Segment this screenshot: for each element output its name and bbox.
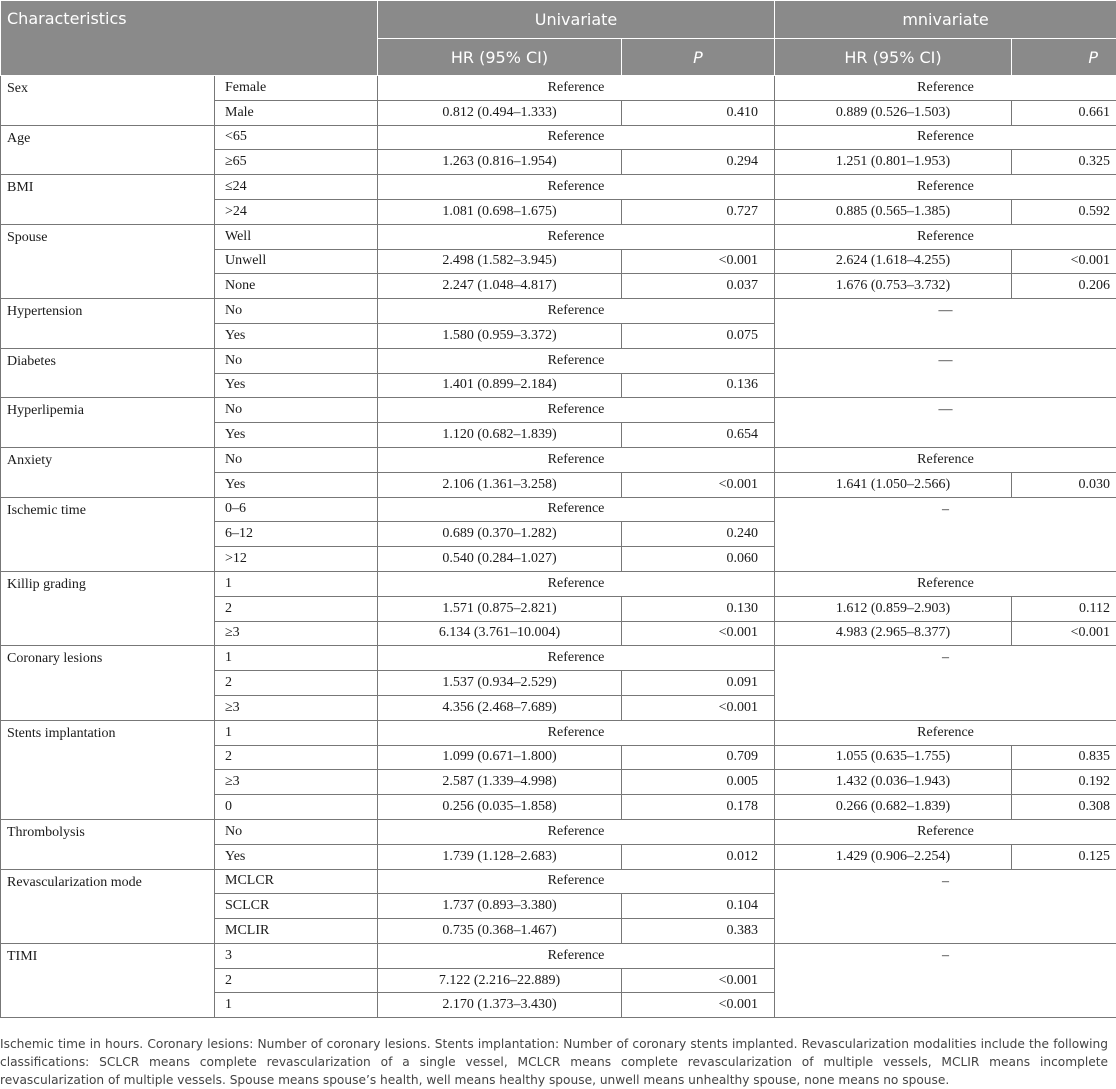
multi-hr-header: HR (95% CI)	[775, 39, 1012, 76]
level-label: SCLCR	[215, 894, 378, 919]
multi-p-value: 0.592	[1012, 199, 1116, 224]
uni-hr-value: 1.571 (0.875–2.821)	[378, 596, 622, 621]
uni-p-value: <0.001	[622, 249, 775, 274]
multi-not-included: –	[775, 943, 1116, 1017]
uni-p-value: <0.001	[622, 472, 775, 497]
table-row	[1, 348, 1116, 373]
uni-p-value: 0.383	[622, 919, 775, 944]
level-label: 3	[215, 943, 378, 968]
multi-p-value: <0.001	[1012, 249, 1116, 274]
table-header	[1, 1, 1116, 76]
uni-hr-value: 6.134 (3.761–10.004)	[378, 621, 622, 646]
level-label: ≥65	[215, 150, 378, 175]
multi-not-included: —	[775, 299, 1116, 349]
table-row	[1, 398, 1116, 423]
uni-reference: Reference	[378, 943, 775, 968]
variable-name: Ischemic time	[1, 497, 215, 571]
level-label: No	[215, 398, 378, 423]
multi-p-value: 0.308	[1012, 795, 1116, 820]
uni-hr-header: HR (95% CI)	[378, 39, 622, 76]
multi-hr-value: 0.885 (0.565–1.385)	[775, 199, 1012, 224]
table-row	[1, 869, 1116, 894]
level-label: Female	[215, 76, 378, 101]
table-footnote: Ischemic time in hours. Coronary lesions: Number of coronary lesions. Stents implantation: Number of coronary stents implanted. Revascularization modalities include the following classifications: SCLCR means complete revascularization of a single vessel, MCLCR means complete revascularization of multiple vessels, MCLIR means incomplete revascularization of multiple vessels. Spouse means spouse’s health, well means healthy spouse, unwell means unhealthy spouse, none means no spouse.	[0, 1037, 1108, 1087]
variable-name: Diabetes	[1, 348, 215, 398]
level-label: ≥3	[215, 621, 378, 646]
uni-p-value: 0.727	[622, 199, 775, 224]
multi-hr-value: 1.676 (0.753–3.732)	[775, 274, 1012, 299]
uni-p-value: 0.005	[622, 770, 775, 795]
level-label: 1	[215, 571, 378, 596]
multi-hr-value: 4.983 (2.965–8.377)	[775, 621, 1012, 646]
uni-p-header: P	[622, 39, 775, 76]
variable-name: TIMI	[1, 943, 215, 1017]
variable-name: Spouse	[1, 224, 215, 298]
table-row	[1, 646, 1116, 671]
uni-p-value: 0.130	[622, 596, 775, 621]
level-label: 1	[215, 720, 378, 745]
uni-p-value: 0.075	[622, 323, 775, 348]
multi-p-value: 0.206	[1012, 274, 1116, 299]
level-label: Well	[215, 224, 378, 249]
level-label: Male	[215, 100, 378, 125]
uni-hr-value: 1.081 (0.698–1.675)	[378, 199, 622, 224]
multi-p-value: 0.125	[1012, 844, 1116, 869]
multi-not-included: —	[775, 348, 1116, 398]
multi-reference: Reference	[775, 447, 1116, 472]
uni-p-value: 0.294	[622, 150, 775, 175]
multi-hr-value: 1.641 (1.050–2.566)	[775, 472, 1012, 497]
uni-reference: Reference	[378, 646, 775, 671]
uni-p-value: 0.709	[622, 745, 775, 770]
multi-reference: Reference	[775, 720, 1116, 745]
level-label: 2	[215, 596, 378, 621]
multi-hr-value: 1.251 (0.801–1.953)	[775, 150, 1012, 175]
variable-name: Thrombolysis	[1, 819, 215, 869]
multi-p-value: 0.325	[1012, 150, 1116, 175]
table-row	[1, 125, 1116, 150]
uni-hr-value: 2.170 (1.373–3.430)	[378, 993, 622, 1018]
multi-not-included: –	[775, 869, 1116, 943]
table-row	[1, 299, 1116, 324]
variable-name: Age	[1, 125, 215, 175]
uni-p-value: <0.001	[622, 968, 775, 993]
level-label: ≥3	[215, 770, 378, 795]
uni-hr-value: 1.739 (1.128–2.683)	[378, 844, 622, 869]
uni-p-value: 0.410	[622, 100, 775, 125]
level-label: ≥3	[215, 695, 378, 720]
table-row	[1, 76, 1116, 101]
multi-reference: Reference	[775, 224, 1116, 249]
variable-name: BMI	[1, 175, 215, 225]
level-label: <65	[215, 125, 378, 150]
variable-name: Stents implantation	[1, 720, 215, 819]
uni-p-value: <0.001	[622, 695, 775, 720]
uni-p-value: 0.104	[622, 894, 775, 919]
uni-hr-value: 4.356 (2.468–7.689)	[378, 695, 622, 720]
multi-reference: Reference	[775, 819, 1116, 844]
multi-p-value: 0.030	[1012, 472, 1116, 497]
uni-reference: Reference	[378, 224, 775, 249]
uni-reference: Reference	[378, 447, 775, 472]
uni-p-value: <0.001	[622, 621, 775, 646]
uni-p-value: 0.178	[622, 795, 775, 820]
level-label: 6–12	[215, 522, 378, 547]
multi-p-header: P	[1012, 39, 1116, 76]
table-row	[1, 819, 1116, 844]
level-label: MCLIR	[215, 919, 378, 944]
uni-hr-value: 2.247 (1.048–4.817)	[378, 274, 622, 299]
multi-hr-value: 1.612 (0.859–2.903)	[775, 596, 1012, 621]
multi-hr-value: 0.889 (0.526–1.503)	[775, 100, 1012, 125]
level-label: No	[215, 819, 378, 844]
level-label: Unwell	[215, 249, 378, 274]
uni-hr-value: 1.401 (0.899–2.184)	[378, 373, 622, 398]
multi-not-included: –	[775, 497, 1116, 571]
level-label: Yes	[215, 423, 378, 448]
uni-hr-value: 0.812 (0.494–1.333)	[378, 100, 622, 125]
multi-p-value: 0.112	[1012, 596, 1116, 621]
multi-reference: Reference	[775, 571, 1116, 596]
level-label: No	[215, 447, 378, 472]
uni-hr-value: 1.537 (0.934–2.529)	[378, 671, 622, 696]
uni-hr-value: 0.540 (0.284–1.027)	[378, 547, 622, 572]
level-label: 1	[215, 646, 378, 671]
uni-reference: Reference	[378, 497, 775, 522]
uni-hr-value: 1.580 (0.959–3.372)	[378, 323, 622, 348]
level-label: MCLCR	[215, 869, 378, 894]
uni-p-value: <0.001	[622, 993, 775, 1018]
uni-reference: Reference	[378, 571, 775, 596]
variable-name: Revascularization mode	[1, 869, 215, 943]
level-label: 1	[215, 993, 378, 1018]
level-label: Yes	[215, 472, 378, 497]
level-label: No	[215, 348, 378, 373]
table-row	[1, 447, 1116, 472]
uni-p-value: 0.060	[622, 547, 775, 572]
level-label: 2	[215, 745, 378, 770]
multi-p-value: 0.192	[1012, 770, 1116, 795]
multi-reference: Reference	[775, 125, 1116, 150]
uni-hr-value: 0.689 (0.370–1.282)	[378, 522, 622, 547]
uni-p-value: 0.091	[622, 671, 775, 696]
level-label: ≤24	[215, 175, 378, 200]
uni-hr-value: 1.737 (0.893–3.380)	[378, 894, 622, 919]
multi-not-included: –	[775, 646, 1116, 720]
variable-name: Hypertension	[1, 299, 215, 349]
uni-hr-value: 2.587 (1.339–4.998)	[378, 770, 622, 795]
level-label: Yes	[215, 323, 378, 348]
variable-name: Coronary lesions	[1, 646, 215, 720]
level-label: 2	[215, 671, 378, 696]
uni-hr-value: 0.735 (0.368–1.467)	[378, 919, 622, 944]
multi-not-included: —	[775, 398, 1116, 448]
level-label: 2	[215, 968, 378, 993]
uni-reference: Reference	[378, 125, 775, 150]
univariate-header: Univariate	[378, 1, 775, 39]
uni-reference: Reference	[378, 869, 775, 894]
variable-name: Anxiety	[1, 447, 215, 497]
uni-reference: Reference	[378, 175, 775, 200]
uni-p-value: 0.136	[622, 373, 775, 398]
uni-p-value: 0.012	[622, 844, 775, 869]
multi-hr-value: 1.432 (0.036–1.943)	[775, 770, 1012, 795]
multi-reference: Reference	[775, 76, 1116, 101]
multi-hr-value: 1.055 (0.635–1.755)	[775, 745, 1012, 770]
uni-hr-value: 2.498 (1.582–3.945)	[378, 249, 622, 274]
table-row	[1, 497, 1116, 522]
multi-p-value: <0.001	[1012, 621, 1116, 646]
variable-name: Hyperlipemia	[1, 398, 215, 448]
variable-name: Sex	[1, 76, 215, 126]
uni-reference: Reference	[378, 299, 775, 324]
uni-p-value: 0.240	[622, 522, 775, 547]
uni-reference: Reference	[378, 398, 775, 423]
uni-hr-value: 1.263 (0.816–1.954)	[378, 150, 622, 175]
multi-p-value: 0.661	[1012, 100, 1116, 125]
table-row	[1, 943, 1116, 968]
variable-name: Killip grading	[1, 571, 215, 645]
multi-hr-value: 1.429 (0.906–2.254)	[775, 844, 1012, 869]
level-label: No	[215, 299, 378, 324]
level-label: >24	[215, 199, 378, 224]
uni-reference: Reference	[378, 348, 775, 373]
level-label: Yes	[215, 373, 378, 398]
table-body	[1, 76, 1116, 1018]
table-row	[1, 224, 1116, 249]
table-row	[1, 175, 1116, 200]
uni-hr-value: 2.106 (1.361–3.258)	[378, 472, 622, 497]
level-label: None	[215, 274, 378, 299]
table-row	[1, 571, 1116, 596]
multi-hr-value: 0.266 (0.682–1.839)	[775, 795, 1012, 820]
uni-reference: Reference	[378, 720, 775, 745]
multivariate-header: mnivariate	[775, 1, 1116, 39]
multi-p-value: 0.835	[1012, 745, 1116, 770]
uni-p-value: 0.037	[622, 274, 775, 299]
uni-hr-value: 1.099 (0.671–1.800)	[378, 745, 622, 770]
level-label: 0	[215, 795, 378, 820]
level-label: 0–6	[215, 497, 378, 522]
table-row	[1, 720, 1116, 745]
characteristics-header: Characteristics	[1, 1, 378, 76]
uni-hr-value: 7.122 (2.216–22.889)	[378, 968, 622, 993]
multi-hr-value: 2.624 (1.618–4.255)	[775, 249, 1012, 274]
uni-hr-value: 1.120 (0.682–1.839)	[378, 423, 622, 448]
level-label: >12	[215, 547, 378, 572]
uni-hr-value: 0.256 (0.035–1.858)	[378, 795, 622, 820]
uni-p-value: 0.654	[622, 423, 775, 448]
multi-reference: Reference	[775, 175, 1116, 200]
level-label: Yes	[215, 844, 378, 869]
uni-reference: Reference	[378, 819, 775, 844]
uni-reference: Reference	[378, 76, 775, 101]
